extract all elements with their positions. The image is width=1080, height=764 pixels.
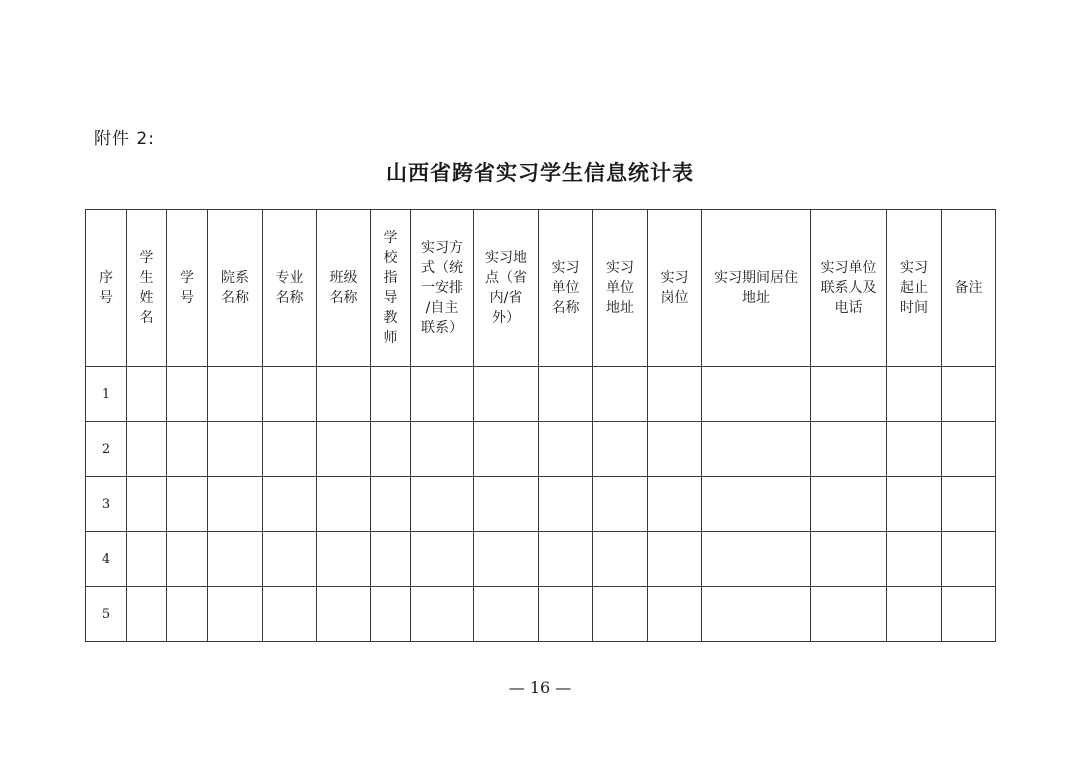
table-cell[interactable]	[371, 587, 411, 642]
table-cell[interactable]	[942, 477, 996, 532]
header-internship-position: 实习 岗位	[648, 210, 702, 367]
table-cell[interactable]	[593, 367, 648, 422]
row-number-cell: 1	[86, 367, 127, 422]
table-cell[interactable]	[208, 422, 263, 477]
attachment-label: 附件 2:	[94, 129, 155, 149]
header-major-name: 专业 名称	[263, 210, 317, 367]
row-number-cell: 3	[86, 477, 127, 532]
table-cell[interactable]	[371, 422, 411, 477]
table-cell[interactable]	[127, 367, 167, 422]
table-cell[interactable]	[942, 422, 996, 477]
table-cell[interactable]	[127, 422, 167, 477]
table-cell[interactable]	[263, 367, 317, 422]
table-cell[interactable]	[371, 367, 411, 422]
table-cell[interactable]	[167, 422, 208, 477]
table-row	[86, 532, 996, 587]
header-internship-mode: 实习方 式（统 一安排 /自主 联系）	[411, 210, 474, 367]
header-department-name: 院系 名称	[208, 210, 263, 367]
table-cell[interactable]	[263, 532, 317, 587]
table-cell[interactable]	[887, 587, 942, 642]
table-cell[interactable]	[702, 477, 811, 532]
table-cell[interactable]	[811, 367, 887, 422]
table-cell[interactable]	[474, 477, 539, 532]
row-number-cell: 5	[86, 587, 127, 642]
table-cell[interactable]	[208, 532, 263, 587]
table-row	[86, 587, 996, 642]
table-cell[interactable]	[127, 587, 167, 642]
table-cell[interactable]	[942, 367, 996, 422]
table-cell[interactable]	[539, 587, 593, 642]
table-cell[interactable]	[539, 477, 593, 532]
table-cell[interactable]	[474, 532, 539, 587]
table-cell[interactable]	[474, 422, 539, 477]
page-number: — 16 —	[508, 678, 572, 697]
table-cell[interactable]	[474, 367, 539, 422]
table-cell[interactable]	[887, 367, 942, 422]
table-cell[interactable]	[811, 587, 887, 642]
table-cell[interactable]	[593, 422, 648, 477]
table-cell[interactable]	[539, 422, 593, 477]
table-cell[interactable]	[648, 422, 702, 477]
table-cell[interactable]	[539, 367, 593, 422]
table-cell[interactable]	[263, 477, 317, 532]
table-cell[interactable]	[167, 587, 208, 642]
student-info-table	[85, 209, 996, 642]
table-cell[interactable]	[539, 532, 593, 587]
header-remarks: 备注	[942, 210, 996, 367]
table-cell[interactable]	[593, 587, 648, 642]
table-cell[interactable]	[167, 367, 208, 422]
table-cell[interactable]	[942, 532, 996, 587]
table-cell[interactable]	[887, 477, 942, 532]
table-cell[interactable]	[648, 587, 702, 642]
table-cell[interactable]	[648, 477, 702, 532]
table-cell[interactable]	[887, 422, 942, 477]
table-cell[interactable]	[702, 422, 811, 477]
table-cell[interactable]	[208, 367, 263, 422]
row-number-cell: 2	[86, 422, 127, 477]
header-class-name: 班级 名称	[317, 210, 371, 367]
header-company-name: 实习 单位 名称	[539, 210, 593, 367]
table-cell[interactable]	[208, 477, 263, 532]
header-student-name: 学 生 姓 名	[127, 210, 167, 367]
table-row	[86, 477, 996, 532]
header-internship-period: 实习 起止 时间	[887, 210, 942, 367]
table-cell[interactable]	[317, 477, 371, 532]
table-cell[interactable]	[648, 532, 702, 587]
table-cell[interactable]	[317, 587, 371, 642]
table-cell[interactable]	[411, 367, 474, 422]
header-residence-address: 实习期间居住 地址	[702, 210, 811, 367]
table-cell[interactable]	[702, 367, 811, 422]
table-cell[interactable]	[127, 532, 167, 587]
header-company-contact: 实习单位 联系人及 电话	[811, 210, 887, 367]
table-cell[interactable]	[702, 587, 811, 642]
document-title: 山西省跨省实习学生信息统计表	[386, 160, 694, 185]
table-row	[86, 367, 996, 422]
header-student-id: 学 号	[167, 210, 208, 367]
table-cell[interactable]	[317, 367, 371, 422]
table-cell[interactable]	[811, 477, 887, 532]
table-cell[interactable]	[167, 532, 208, 587]
table-cell[interactable]	[317, 422, 371, 477]
table-cell[interactable]	[371, 477, 411, 532]
table-cell[interactable]	[167, 477, 208, 532]
table-cell[interactable]	[593, 532, 648, 587]
table-cell[interactable]	[887, 532, 942, 587]
table-cell[interactable]	[411, 477, 474, 532]
table-cell[interactable]	[942, 587, 996, 642]
table-cell[interactable]	[317, 532, 371, 587]
table-row	[86, 422, 996, 477]
row-number-cell: 4	[86, 532, 127, 587]
table-cell[interactable]	[648, 367, 702, 422]
table-cell[interactable]	[208, 587, 263, 642]
table-cell[interactable]	[411, 587, 474, 642]
header-company-address: 实习 单位 地址	[593, 210, 648, 367]
table-cell[interactable]	[811, 422, 887, 477]
table-cell[interactable]	[593, 477, 648, 532]
table-cell[interactable]	[371, 532, 411, 587]
table-cell[interactable]	[474, 587, 539, 642]
table-header-row	[86, 210, 996, 367]
table-cell[interactable]	[411, 532, 474, 587]
table-cell[interactable]	[127, 477, 167, 532]
table-cell[interactable]	[263, 587, 317, 642]
table-cell[interactable]	[702, 532, 811, 587]
header-serial-number: 序 号	[86, 210, 127, 367]
table-cell[interactable]	[811, 532, 887, 587]
header-school-supervisor: 学 校 指 导 教 师	[371, 210, 411, 367]
table-cell[interactable]	[263, 422, 317, 477]
header-internship-location: 实习地 点（省 内/省 外）	[474, 210, 539, 367]
table-cell[interactable]	[411, 422, 474, 477]
